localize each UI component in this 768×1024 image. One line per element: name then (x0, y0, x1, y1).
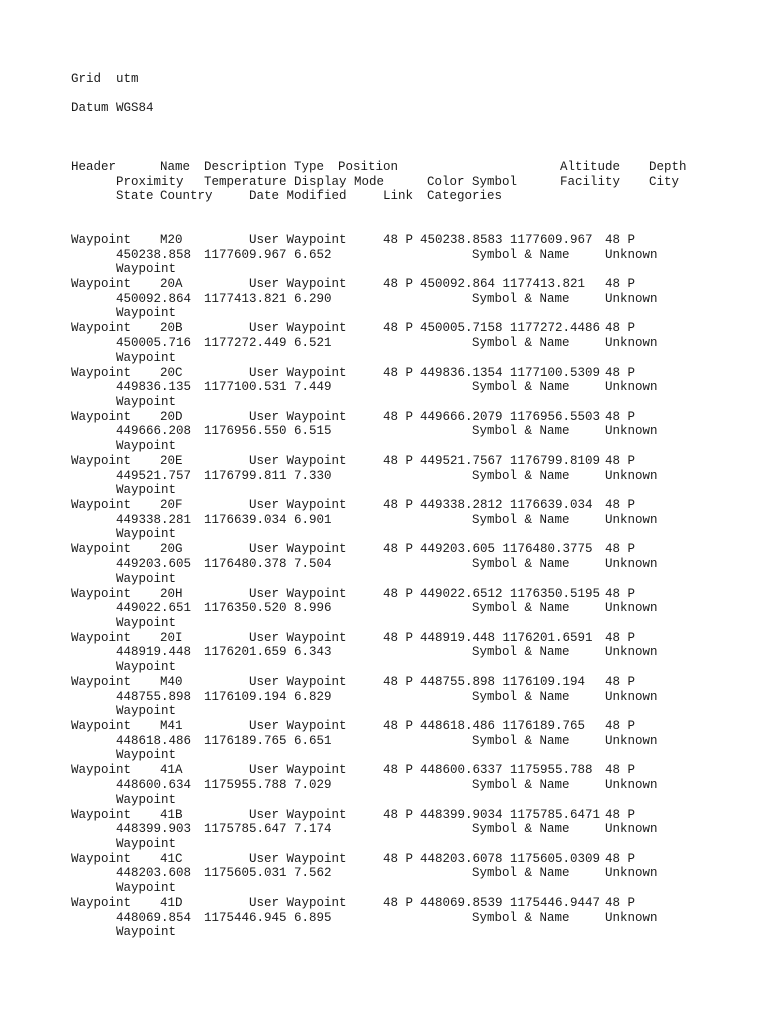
waypoint-symbol: Unknown (605, 910, 658, 925)
waypoint-position: 448600.6337 1175955.788 (420, 763, 593, 778)
waypoint-zone-2: 48 P (605, 630, 636, 645)
waypoint-display-mode: Symbol & Name (472, 733, 570, 748)
waypoint-symbol: Unknown (605, 247, 658, 262)
waypoint-label: Waypoint (116, 438, 177, 453)
waypoint-zone-2: 48 P (605, 763, 636, 778)
header-col-position: Position (338, 160, 399, 174)
waypoint-altitude: 6.515 (294, 424, 332, 439)
waypoint-name: 20G (160, 542, 183, 557)
waypoint-row (0, 366, 768, 410)
waypoint-altitude: 6.829 (294, 689, 332, 704)
waypoint-type: User Waypoint (249, 586, 347, 601)
waypoint-display-mode: Symbol & Name (472, 866, 570, 881)
header-col-name: Name (160, 160, 191, 174)
waypoint-altitude: 8.996 (294, 601, 332, 616)
waypoint-position: 449836.1354 1177100.5309 (420, 365, 601, 380)
waypoint-zone: 48 P (383, 542, 414, 557)
waypoint-display-mode: Symbol & Name (472, 910, 570, 925)
waypoint-zone-2: 48 P (605, 675, 636, 689)
waypoint-symbol: Unknown (605, 424, 658, 439)
header-col-depth: Depth (649, 160, 687, 174)
waypoint-easting: 448600.634 (116, 777, 192, 792)
header-col-temperature: Temperature (204, 175, 287, 189)
waypoint-zone-2: 48 P (605, 277, 636, 292)
waypoint-kind: Waypoint (71, 630, 132, 645)
waypoint-name: 20B (160, 321, 183, 336)
waypoint-zone: 48 P (383, 233, 414, 247)
waypoint-symbol: Unknown (605, 733, 658, 748)
waypoint-easting: 449836.135 (116, 380, 192, 395)
waypoint-position: 448399.9034 1175785.6471 (420, 807, 601, 822)
waypoint-type: User Waypoint (249, 807, 347, 822)
header-col-link: Link (383, 189, 414, 203)
waypoint-label: Waypoint (116, 394, 177, 409)
header-col-proximity: Proximity (116, 175, 184, 189)
waypoint-easting: 450238.858 (116, 247, 192, 262)
waypoint-name: M20 (160, 233, 183, 247)
waypoint-name: 20C (160, 365, 183, 380)
waypoint-label: Waypoint (116, 792, 177, 807)
waypoint-zone-2: 48 P (605, 851, 636, 866)
waypoint-type: User Waypoint (249, 321, 347, 336)
waypoint-row (0, 410, 768, 454)
waypoint-northing: 1176201.659 (204, 645, 287, 660)
waypoint-display-mode: Symbol & Name (472, 380, 570, 395)
waypoint-label: Waypoint (116, 659, 177, 674)
waypoint-name: 20A (160, 277, 183, 292)
waypoint-zone: 48 P (383, 498, 414, 513)
waypoint-symbol: Unknown (605, 556, 658, 571)
grid-line: Grid utm (71, 72, 139, 86)
waypoint-symbol: Unknown (605, 822, 658, 837)
header-col-type: Type (294, 160, 325, 174)
waypoint-row (0, 719, 768, 763)
waypoint-zone: 48 P (383, 719, 414, 734)
waypoint-row (0, 896, 768, 940)
waypoint-row (0, 542, 768, 586)
waypoint-display-mode: Symbol & Name (472, 512, 570, 527)
waypoint-label: Waypoint (116, 880, 177, 895)
waypoint-easting: 449666.208 (116, 424, 192, 439)
waypoint-northing: 1177272.449 (204, 335, 287, 350)
waypoint-kind: Waypoint (71, 763, 132, 778)
waypoint-name: 20D (160, 409, 183, 424)
waypoint-northing: 1175955.788 (204, 777, 287, 792)
waypoint-symbol: Unknown (605, 689, 658, 704)
waypoint-position: 450238.8583 1177609.967 (420, 233, 593, 247)
waypoint-label: Waypoint (116, 836, 177, 851)
waypoint-easting: 448399.903 (116, 822, 192, 837)
header-col-description: Description (204, 160, 287, 174)
waypoint-label: Waypoint (116, 615, 177, 630)
waypoint-position: 449203.605 1176480.3775 (420, 542, 593, 557)
waypoint-kind: Waypoint (71, 851, 132, 866)
waypoint-display-mode: Symbol & Name (472, 777, 570, 792)
waypoint-kind: Waypoint (71, 365, 132, 380)
waypoint-zone-2: 48 P (605, 454, 636, 468)
waypoint-row (0, 454, 768, 498)
waypoint-row (0, 277, 768, 321)
header-col-country: Country (160, 189, 213, 203)
waypoint-display-mode: Symbol & Name (472, 335, 570, 350)
waypoint-symbol: Unknown (605, 335, 658, 350)
waypoint-position: 449338.2812 1176639.034 (420, 498, 593, 513)
waypoint-name: 41A (160, 763, 183, 778)
waypoint-type: User Waypoint (249, 233, 347, 247)
waypoint-northing: 1176799.811 (204, 468, 287, 483)
waypoint-northing: 1175605.031 (204, 866, 287, 881)
waypoint-zone: 48 P (383, 807, 414, 822)
waypoint-easting: 448919.448 (116, 645, 192, 660)
waypoint-symbol: Unknown (605, 380, 658, 395)
waypoint-easting: 450005.716 (116, 335, 192, 350)
waypoint-row (0, 321, 768, 365)
waypoint-row (0, 498, 768, 542)
waypoint-position: 449521.7567 1176799.8109 (420, 454, 601, 468)
waypoint-zone-2: 48 P (605, 233, 636, 247)
waypoint-display-mode: Symbol & Name (472, 601, 570, 616)
waypoint-kind: Waypoint (71, 896, 132, 910)
waypoint-display-mode: Symbol & Name (472, 689, 570, 704)
waypoint-label: Waypoint (116, 704, 177, 719)
waypoint-position: 448755.898 1176109.194 (420, 675, 586, 689)
waypoint-position: 448203.6078 1175605.0309 (420, 851, 601, 866)
waypoint-position: 448069.8539 1175446.9447 (420, 896, 601, 910)
waypoint-display-mode: Symbol & Name (472, 468, 570, 483)
waypoint-display-mode: Symbol & Name (472, 424, 570, 439)
waypoint-name: 20H (160, 586, 183, 601)
waypoint-symbol: Unknown (605, 512, 658, 527)
header-col-city: City (649, 175, 680, 189)
waypoint-zone-2: 48 P (605, 542, 636, 557)
waypoint-altitude: 7.174 (294, 822, 332, 837)
header-col-date-modified: Date Modified (249, 189, 347, 203)
waypoint-altitude: 7.562 (294, 866, 332, 881)
waypoint-kind: Waypoint (71, 719, 132, 734)
waypoint-northing: 1175785.647 (204, 822, 287, 837)
waypoint-easting: 449521.757 (116, 468, 192, 483)
waypoint-position: 449022.6512 1176350.5195 (420, 586, 601, 601)
waypoint-northing: 1175446.945 (204, 910, 287, 925)
waypoint-row (0, 675, 768, 719)
waypoint-row (0, 763, 768, 807)
waypoint-altitude: 6.343 (294, 645, 332, 660)
waypoint-zone-2: 48 P (605, 321, 636, 336)
waypoint-northing: 1177413.821 (204, 291, 287, 306)
waypoint-kind: Waypoint (71, 409, 132, 424)
waypoint-altitude: 6.290 (294, 291, 332, 306)
waypoint-position: 450092.864 1177413.821 (420, 277, 586, 292)
header-col-display-mode: Display Mode (294, 175, 385, 189)
waypoint-easting: 450092.864 (116, 291, 192, 306)
waypoint-symbol: Unknown (605, 777, 658, 792)
waypoint-zone: 48 P (383, 409, 414, 424)
waypoint-name: 20F (160, 498, 183, 513)
waypoint-zone: 48 P (383, 851, 414, 866)
waypoint-kind: Waypoint (71, 807, 132, 822)
waypoint-row (0, 808, 768, 852)
waypoint-zone-2: 48 P (605, 896, 636, 910)
waypoint-name: 20E (160, 454, 183, 468)
waypoint-northing: 1176956.550 (204, 424, 287, 439)
waypoint-symbol: Unknown (605, 468, 658, 483)
waypoint-row (0, 587, 768, 631)
waypoint-type: User Waypoint (249, 409, 347, 424)
waypoint-altitude: 6.901 (294, 512, 332, 527)
waypoint-zone-2: 48 P (605, 586, 636, 601)
waypoint-type: User Waypoint (249, 454, 347, 468)
waypoint-kind: Waypoint (71, 586, 132, 601)
waypoint-name: 20I (160, 630, 183, 645)
waypoint-label: Waypoint (116, 262, 177, 277)
header-col-symbol: Symbol (472, 175, 518, 189)
waypoint-northing: 1176109.194 (204, 689, 287, 704)
waypoint-position: 450005.7158 1177272.4486 (420, 321, 601, 336)
waypoint-symbol: Unknown (605, 866, 658, 881)
waypoint-altitude: 7.330 (294, 468, 332, 483)
waypoint-label: Waypoint (116, 925, 177, 940)
waypoint-position: 448618.486 1176189.765 (420, 719, 586, 734)
waypoint-display-mode: Symbol & Name (472, 556, 570, 571)
waypoint-zone-2: 48 P (605, 807, 636, 822)
waypoint-altitude: 6.652 (294, 247, 332, 262)
waypoint-zone-2: 48 P (605, 719, 636, 734)
waypoint-position: 448919.448 1176201.6591 (420, 630, 593, 645)
waypoint-kind: Waypoint (71, 675, 132, 689)
waypoint-easting: 448203.608 (116, 866, 192, 881)
waypoint-type: User Waypoint (249, 542, 347, 557)
waypoint-type: User Waypoint (249, 763, 347, 778)
waypoint-zone: 48 P (383, 675, 414, 689)
waypoint-northing: 1177609.967 (204, 247, 287, 262)
waypoint-altitude: 6.521 (294, 335, 332, 350)
waypoint-symbol: Unknown (605, 291, 658, 306)
waypoint-easting: 449022.651 (116, 601, 192, 616)
waypoint-symbol: Unknown (605, 601, 658, 616)
waypoint-display-mode: Symbol & Name (472, 645, 570, 660)
waypoint-altitude: 7.504 (294, 556, 332, 571)
waypoint-name: M41 (160, 719, 183, 734)
waypoint-kind: Waypoint (71, 498, 132, 513)
waypoint-altitude: 7.449 (294, 380, 332, 395)
waypoint-easting: 449338.281 (116, 512, 192, 527)
waypoint-name: M40 (160, 675, 183, 689)
waypoint-label: Waypoint (116, 748, 177, 763)
header-col-color: Color (427, 175, 465, 189)
waypoint-zone: 48 P (383, 277, 414, 292)
waypoint-altitude: 6.651 (294, 733, 332, 748)
waypoint-easting: 448755.898 (116, 689, 192, 704)
waypoint-label: Waypoint (116, 571, 177, 586)
waypoint-kind: Waypoint (71, 454, 132, 468)
waypoint-kind: Waypoint (71, 233, 132, 247)
waypoint-easting: 449203.605 (116, 556, 192, 571)
waypoint-type: User Waypoint (249, 719, 347, 734)
waypoint-kind: Waypoint (71, 542, 132, 557)
waypoint-zone: 48 P (383, 896, 414, 910)
waypoint-label: Waypoint (116, 527, 177, 542)
waypoint-display-mode: Symbol & Name (472, 822, 570, 837)
waypoint-zone: 48 P (383, 586, 414, 601)
waypoint-zone: 48 P (383, 630, 414, 645)
waypoint-northing: 1176480.378 (204, 556, 287, 571)
waypoint-position: 449666.2079 1176956.5503 (420, 409, 601, 424)
waypoint-name: 41B (160, 807, 183, 822)
waypoint-zone: 48 P (383, 763, 414, 778)
waypoint-display-mode: Symbol & Name (472, 291, 570, 306)
waypoint-zone: 48 P (383, 321, 414, 336)
waypoint-northing: 1176350.520 (204, 601, 287, 616)
waypoint-label: Waypoint (116, 483, 177, 498)
waypoint-easting: 448069.854 (116, 910, 192, 925)
waypoint-kind: Waypoint (71, 321, 132, 336)
waypoint-zone: 48 P (383, 454, 414, 468)
waypoint-kind: Waypoint (71, 277, 132, 292)
waypoint-type: User Waypoint (249, 277, 347, 292)
waypoint-label: Waypoint (116, 306, 177, 321)
waypoint-symbol: Unknown (605, 645, 658, 660)
waypoint-type: User Waypoint (249, 498, 347, 513)
waypoint-row (0, 233, 768, 277)
waypoint-type: User Waypoint (249, 896, 347, 910)
waypoint-altitude: 6.895 (294, 910, 332, 925)
header-col-state: State (116, 189, 154, 203)
waypoint-northing: 1177100.531 (204, 380, 287, 395)
waypoint-zone-2: 48 P (605, 498, 636, 513)
waypoint-row (0, 852, 768, 896)
waypoint-zone: 48 P (383, 365, 414, 380)
waypoint-name: 41D (160, 896, 183, 910)
waypoint-type: User Waypoint (249, 630, 347, 645)
waypoint-zone-2: 48 P (605, 409, 636, 424)
waypoint-type: User Waypoint (249, 675, 347, 689)
header-col-altitude: Altitude (560, 160, 621, 174)
header-col-categories: Categories (427, 189, 503, 203)
waypoint-display-mode: Symbol & Name (472, 247, 570, 262)
waypoint-altitude: 7.029 (294, 777, 332, 792)
waypoint-northing: 1176189.765 (204, 733, 287, 748)
waypoint-type: User Waypoint (249, 851, 347, 866)
waypoint-name: 41C (160, 851, 183, 866)
waypoint-label: Waypoint (116, 350, 177, 365)
header-col-header: Header (71, 160, 117, 174)
waypoint-type: User Waypoint (249, 365, 347, 380)
waypoint-easting: 448618.486 (116, 733, 192, 748)
datum-line: Datum WGS84 (71, 101, 154, 115)
header-col-facility: Facility (560, 175, 621, 189)
waypoint-row (0, 631, 768, 675)
waypoint-northing: 1176639.034 (204, 512, 287, 527)
waypoint-zone-2: 48 P (605, 365, 636, 380)
